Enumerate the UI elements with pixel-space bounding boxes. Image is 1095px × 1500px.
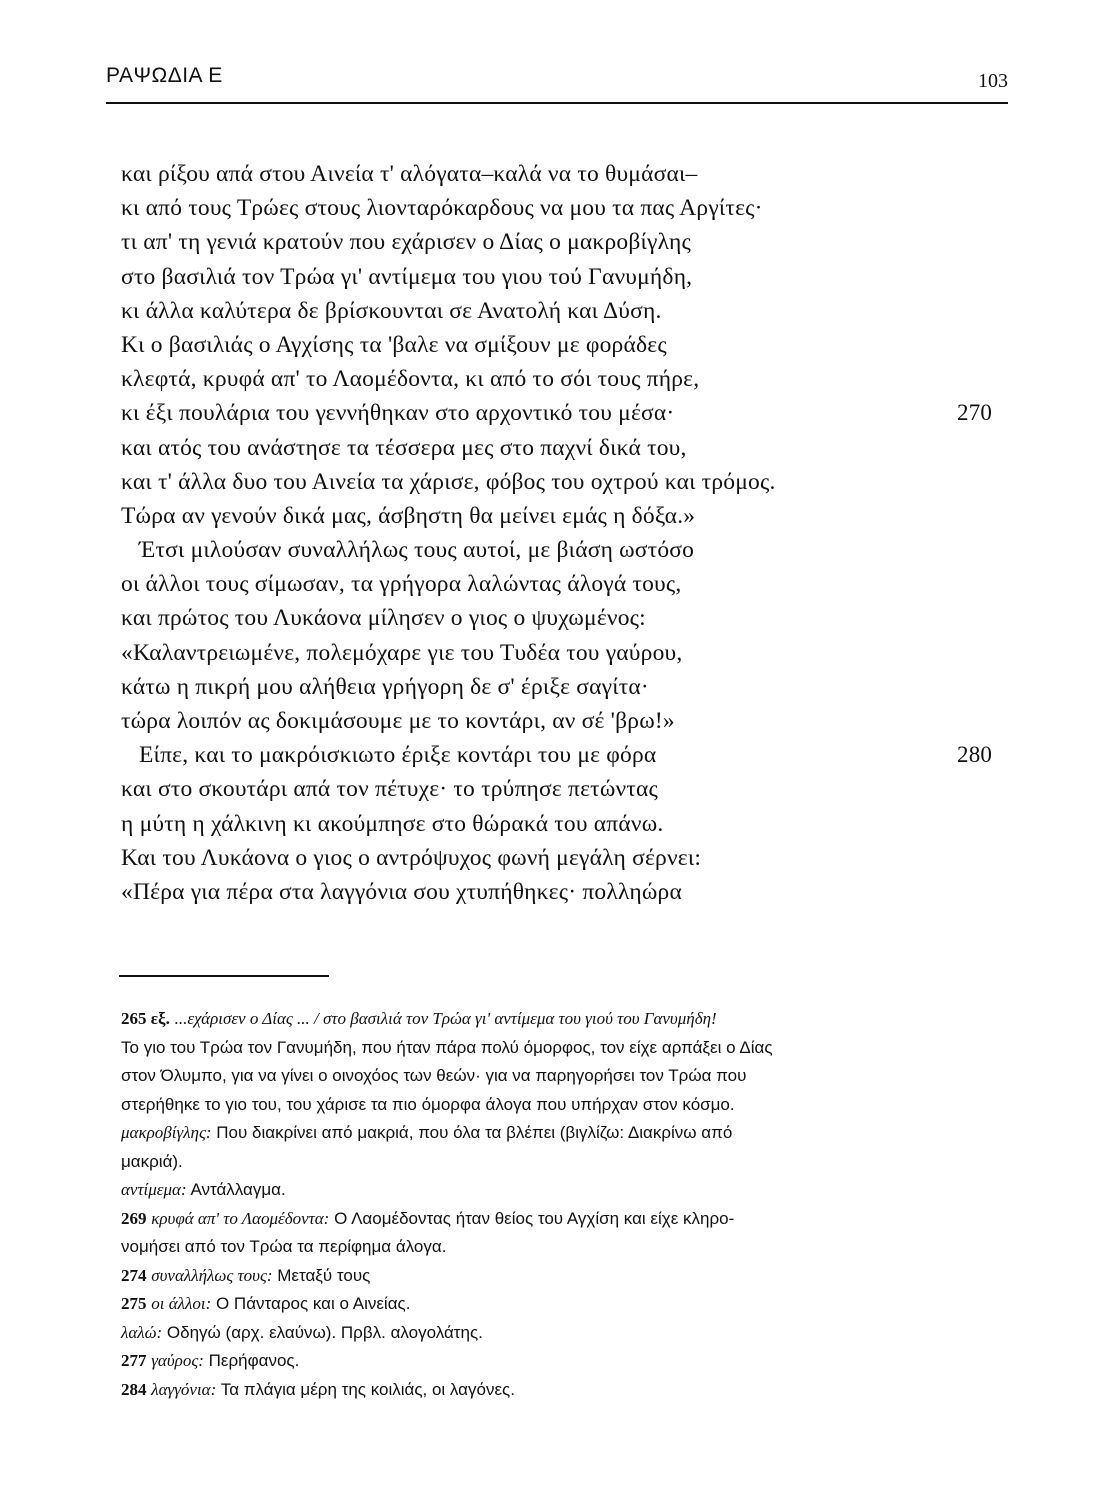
footnote-lemma: οι άλλοι: bbox=[151, 1294, 212, 1313]
footnote-number: 284 bbox=[121, 1379, 147, 1399]
footnote-number: 269 bbox=[121, 1208, 147, 1228]
verse-text: και ρίξου απά στου Αινεία τ' αλόγατα–καλά να το θυμάσαι– bbox=[121, 161, 698, 187]
footnote-text: Αντάλλαγμα. bbox=[190, 1180, 286, 1199]
footnote-makrovigli bbox=[121, 1119, 941, 1148]
footnote-text: Που διακρίνει από μακριά, που όλα τα βλέπει (βιγλίζω: Διακρίνω από bbox=[216, 1123, 733, 1142]
verse-line bbox=[121, 533, 1001, 567]
footnote-text: Τα πλάγια μέρη της κοιλιάς, οι λαγόνες. bbox=[220, 1379, 515, 1399]
verse-line bbox=[121, 670, 1001, 704]
verse-line bbox=[121, 431, 1001, 465]
verse-text: και πρώτος του Λυκάονα μίλησεν ο γιος ο ψυχωμένος: bbox=[121, 605, 646, 632]
footnote-line: στερήθηκε το γιο του, του χάρισε τα πιο όμορφα άλογα που υπήρχαν στον κόσμο. bbox=[121, 1094, 735, 1114]
verse-line bbox=[121, 601, 1001, 635]
verse-line bbox=[121, 260, 1001, 294]
verse-line bbox=[121, 807, 1001, 841]
verse-line bbox=[121, 636, 1001, 670]
footnote-275 bbox=[121, 1290, 941, 1319]
verse-line bbox=[121, 465, 1001, 499]
footnote-antimema bbox=[121, 1176, 941, 1205]
verse-line bbox=[121, 772, 1001, 806]
verse-line bbox=[121, 499, 1001, 533]
verse-line bbox=[121, 875, 1001, 909]
verse-line bbox=[121, 738, 1001, 772]
footnote-line: στον Όλυμπο, για να γίνει ο οινοχόος των θεών· για να παρηγορήσει τον Τρώα που bbox=[121, 1066, 747, 1085]
footnote-274 bbox=[121, 1262, 941, 1291]
verse-text: κλεφτά, κρυφά απ' το Λαομέδοντα, κι από το σόι τους πήρε, bbox=[121, 366, 700, 393]
verse-line bbox=[121, 294, 1001, 328]
footnote-lemma: λαγγόνια: bbox=[151, 1379, 217, 1399]
verse-text: και ατός του ανάστησε τα τέσσερα μες στο παχνί δικά του, bbox=[121, 434, 687, 461]
verse-text: και τ' άλλα δυο του Αινεία τα χάρισε, φόβος του οχτρού και τρόμος. bbox=[121, 468, 776, 495]
verse-text: κι από τους Τρώες στους λιονταρόκαρδους να μου τα πας Αργίτες· bbox=[121, 195, 763, 222]
verse-text: στο βασιλιά τον Τρώα γι' αντίμεμα του γιου τού Γανυμήδη, bbox=[121, 263, 693, 290]
verse-text: και στο σκουτάρι απά τον πέτυχε· το τρύπησε πετώντας bbox=[121, 776, 658, 803]
verse-line bbox=[121, 841, 1001, 875]
footnote-number: 275 bbox=[121, 1294, 147, 1313]
verse-line bbox=[121, 191, 1001, 225]
verse-line bbox=[121, 362, 1001, 396]
footnote-284 bbox=[121, 1376, 941, 1405]
footnote-lalo bbox=[121, 1319, 941, 1348]
footnote-number: 274 bbox=[121, 1265, 147, 1285]
footnote-lemma: αντίμεμα: bbox=[121, 1180, 187, 1199]
verse-text: «Πέρα για πέρα στα λαγγόνια σου χτυπήθηκες· πολληώρα bbox=[121, 878, 682, 905]
verse-text: τώρα λοιπόν ας δοκιμάσουμε με το κοντάρι, αν σέ 'βρω!» bbox=[121, 708, 675, 734]
footnote-277 bbox=[121, 1347, 941, 1376]
footnote-text: Οδηγώ (αρχ. ελαύνω). Πρβλ. αλογολάτης. bbox=[166, 1322, 483, 1342]
verse-text: «Καλαντρειωμένε, πολεμόχαρε γιε του Τυδέα του γαύρου, bbox=[121, 639, 683, 666]
footnote-lemma: μακροβίγλης: bbox=[121, 1123, 212, 1142]
verse-text: κάτω η πικρή μου αλήθεια γρήγορη δε σ' έριξε σαγίτα· bbox=[121, 673, 649, 700]
footnote-number: 265 εξ. bbox=[121, 1009, 170, 1028]
footnote-265 bbox=[121, 1005, 941, 1034]
page-number: 103 bbox=[978, 70, 1008, 92]
verse-text: Κι ο βασιλιάς ο Αγχίσης τα 'βαλε να σμίξουν με φοράδες bbox=[121, 331, 667, 358]
verse-line bbox=[121, 396, 1001, 430]
line-number: 270 bbox=[957, 400, 993, 426]
verse-text: Τώρα αν γενούν δικά μας, άσβηστη θα μείνει εμάς η δόξα.» bbox=[121, 502, 696, 529]
footnote-lemma: κρυφά απ' το Λαομέδοντα: bbox=[151, 1208, 330, 1228]
poem-text bbox=[121, 157, 1001, 909]
verse-line bbox=[121, 567, 1001, 601]
footnote-lemma: ...εχάρισεν ο Δίας ... / στο βασιλιά τον Τρώα γι' αντίμεμα του γιού του Γανυμήδη! bbox=[174, 1009, 717, 1028]
footnote-lemma: γαύρος: bbox=[151, 1351, 204, 1370]
verse-text: κι έξι πουλάρια του γεννήθηκαν στο αρχοντικό του μέσα· bbox=[121, 400, 675, 427]
footnote-lemma: λαλώ: bbox=[121, 1322, 163, 1342]
verse-text: τι απ' τη γενιά κρατούν που εχάρισεν ο Δίας ο μακροβίγλης bbox=[121, 229, 691, 256]
footnotes bbox=[121, 1005, 941, 1404]
running-title: ΡΑΨΩΔΙΑ Ε bbox=[106, 64, 223, 87]
verse-text: οι άλλοι τους σίμωσαν, τα γρήγορα λαλώντας άλογά τους, bbox=[121, 571, 682, 598]
header-rule bbox=[106, 102, 1008, 104]
footnote-line: νομήσει από τον Τρώα τα περίφημα άλογα. bbox=[121, 1237, 447, 1256]
page-header bbox=[106, 64, 1008, 104]
verse-line bbox=[121, 704, 1001, 738]
footnote-rule bbox=[119, 975, 329, 977]
footnote-text: Περήφανος. bbox=[208, 1351, 300, 1370]
footnote-text: Ο Λαομέδοντας ήταν θείος του Αγχίση και είχε κληρο- bbox=[334, 1208, 735, 1228]
footnote-lemma: συναλλήλως τους: bbox=[151, 1265, 273, 1285]
footnote-line: μακριά). bbox=[121, 1151, 183, 1171]
verse-text: κι άλλα καλύτερα δε βρίσκουνται σε Ανατολή και Δύση. bbox=[121, 297, 662, 324]
footnote-number: 277 bbox=[121, 1351, 147, 1370]
verse-text: Είπε, και το μακρόισκιωτο έριξε κοντάρι του με φόρα bbox=[139, 742, 657, 769]
verse-line bbox=[121, 225, 1001, 259]
verse-text: Και του Λυκάονα ο γιος ο αντρόψυχος φωνή μεγάλη σέρνει: bbox=[121, 844, 702, 871]
verse-text: η μύτη η χάλκινη κι ακούμπησε στο θώρακά του απάνω. bbox=[121, 810, 664, 837]
verse-text: Έτσι μιλούσαν συναλλήλως τους αυτοί, με βιάση ωστόσο bbox=[139, 537, 695, 564]
footnote-269 bbox=[121, 1205, 941, 1234]
verse-line bbox=[121, 157, 1001, 191]
line-number: 280 bbox=[957, 742, 993, 768]
verse-line bbox=[121, 328, 1001, 362]
footnote-line: Το γιο του Τρώα τον Γανυμήδη, που ήταν πάρα πολύ όμορφος, τον είχε αρπάξει ο Δίας bbox=[121, 1037, 773, 1057]
footnote-text: Μεταξύ τους bbox=[277, 1265, 371, 1285]
footnote-text: Ο Πάνταρος και ο Αινείας. bbox=[215, 1294, 411, 1313]
